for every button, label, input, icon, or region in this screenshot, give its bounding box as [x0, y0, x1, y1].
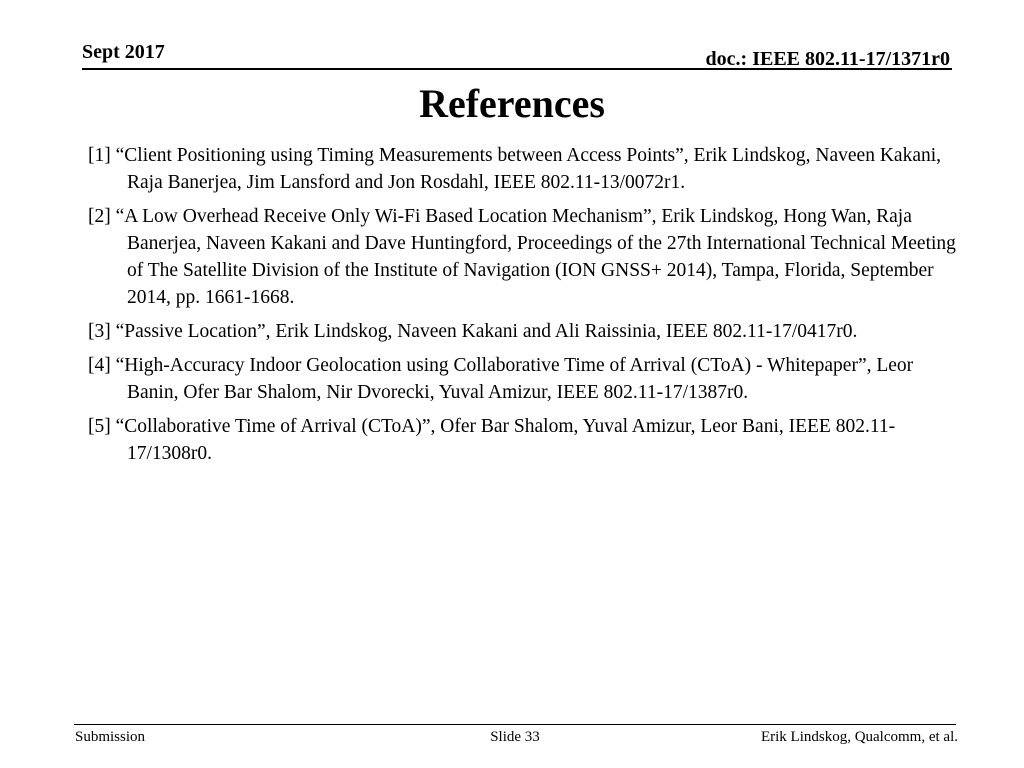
- footer-slide-number: Slide 33: [490, 729, 540, 745]
- reference-list: [88, 142, 958, 474]
- reference-item-5: [5] “Collaborative Time of Arrival (CToA)”, Ofer Bar Shalom, Yuval Amizur, Leor Bani, IEEE 802.11-17/1308r0.: [88, 416, 896, 464]
- footer-author: Erik Lindskog, Qualcomm, et al.: [760, 729, 958, 745]
- header-doc-id: doc.: IEEE 802.11-17/1371r0: [705, 48, 950, 70]
- header-divider: [82, 68, 952, 70]
- reference-item-2: [2] “A Low Overhead Receive Only Wi-Fi Based Location Mechanism”, Erik Lindskog, Hong Wan, Raja Banerjea, Naveen Kakani and Dave Huntingford, Proceedings of the 27th International Technical Meeting of The Satellite Division of the Institute of Navigation (ION GNSS+ 2014), Tampa, Florida, September 2014, pp. 1661-1668.: [88, 206, 956, 308]
- footer-divider: [74, 724, 956, 725]
- reference-item-3: [3] “Passive Location”, Erik Lindskog, Naveen Kakani and Ali Raissinia, IEEE 802.11-17/0417r0.: [88, 321, 858, 342]
- header-date: Sept 2017: [82, 41, 165, 63]
- slide-title: References: [419, 81, 605, 126]
- reference-item-1: [1] “Client Positioning using Timing Measurements between Access Points”, Erik Lindskog, Naveen Kakani, Raja Banerjea, Jim Lansford and Jon Rosdahl, IEEE 802.11-13/0072r1.: [88, 145, 942, 193]
- reference-item-4: [4] “High-Accuracy Indoor Geolocation using Collaborative Time of Arrival (CToA) - Whitepaper”, Leor Banin, Ofer Bar Shalom, Nir Dvorecki, Yuval Amizur, IEEE 802.11-17/1387r0.: [88, 355, 914, 403]
- footer-submission: Submission: [75, 729, 146, 745]
